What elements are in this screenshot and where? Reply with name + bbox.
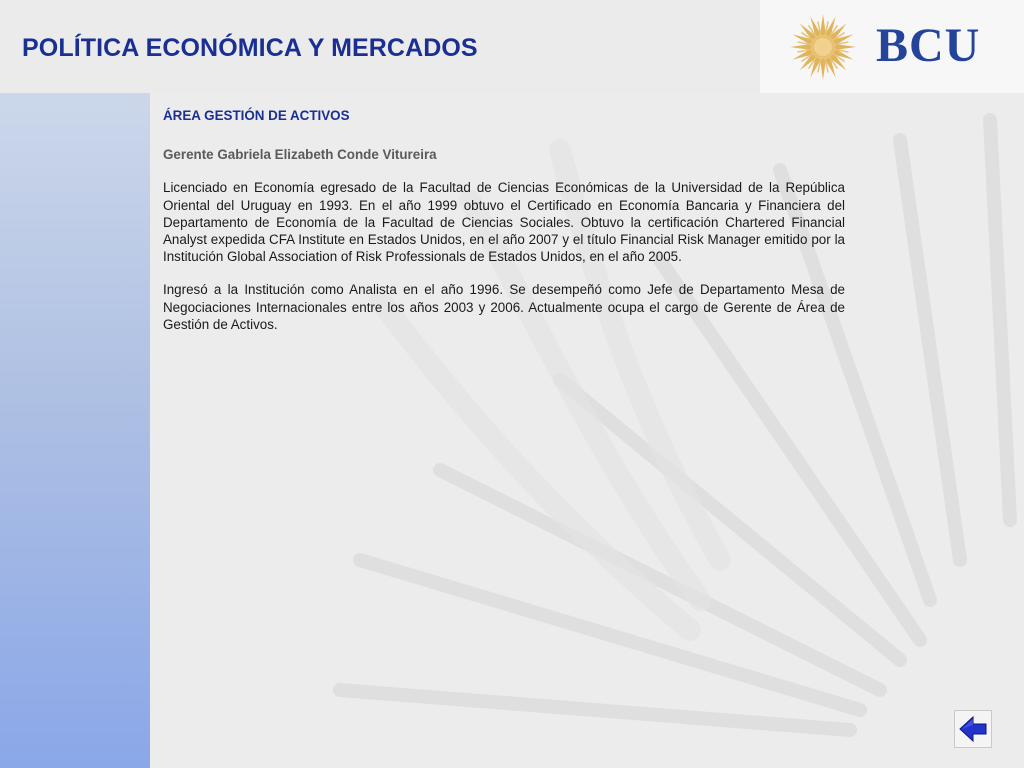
sun-emblem-icon bbox=[788, 12, 858, 82]
section-title: ÁREA GESTIÓN DE ACTIVOS bbox=[163, 108, 350, 123]
manager-name: Gerente Gabriela Elizabeth Conde Vitureira bbox=[163, 147, 437, 163]
logo-text: BCU bbox=[876, 19, 981, 72]
bio-paragraph-career: Ingresó a la Institución como Analista en el año 1996. Se desempeñó como Jefe de Departamento Mesa de Negociaciones Internacionales entre los años 2003 y 2006. Actualmente ocupa el cargo de Gerente de Área de Gestión de Activos. bbox=[163, 282, 845, 332]
bcu-logo bbox=[760, 0, 1024, 93]
page-title: POLÍTICA ECONÓMICA Y MERCADOS bbox=[22, 34, 478, 62]
bio-paragraph-education: Licenciado en Economía egresado de la Facultad de Ciencias Económicas de la Universidad de la República Oriental del Uruguay en 1993. En el año 1999 obtuvo el Certificado en Economía Bancaria y Financiera del Departamento de Economía de la Facultad de Ciencias Sociales. Obtuvo la certificación Chartered Financial Analyst expedida CFA Institute en Estados Unidos, en el año 2007 y el título Financial Risk Manager emitido por la Institución Global Association of Risk Professionals de Estados Unidos, en el año 2005. bbox=[163, 180, 845, 265]
back-button[interactable] bbox=[954, 710, 992, 748]
main-content bbox=[163, 107, 845, 349]
left-arrow-icon bbox=[958, 714, 988, 744]
left-decorative-strip bbox=[0, 93, 150, 768]
